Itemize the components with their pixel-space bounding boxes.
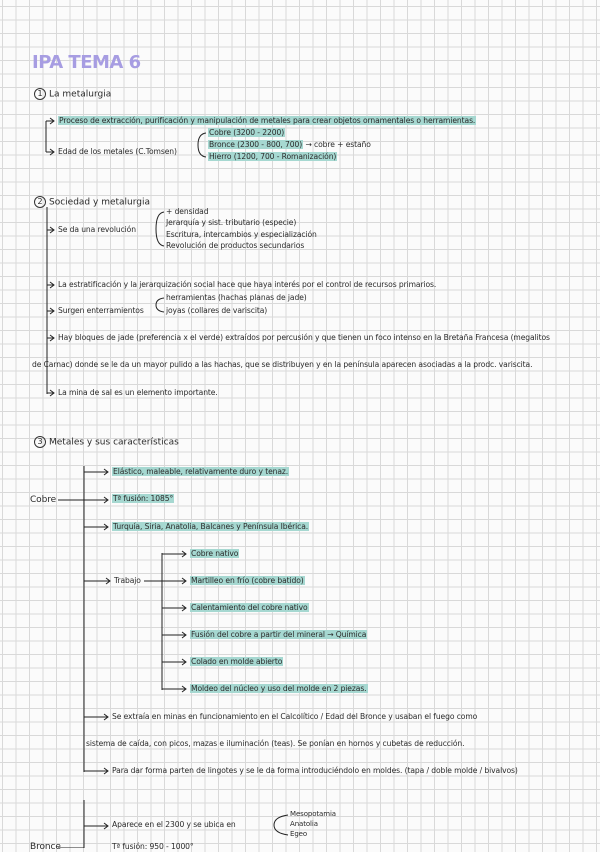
s3-aparece-item: Mesopotamia bbox=[290, 810, 336, 818]
s2-jade-line1: Hay bloques de jade (preferencia x el verde) extraídos por percusión y que tienen un foco intenso en la Bretaña Francesa (megalitos bbox=[58, 333, 550, 342]
s3-trabajo: Trabajo bbox=[114, 576, 141, 585]
s2-jade-line2: de Carnac) donde se le da un mayor pulido a las hachas, que se distribuyen y en la península aparecen asociadas a la prodc. variscita. bbox=[32, 360, 533, 369]
s3-extrae-line2: sistema de caída, con picos, mazas e iluminación (teas). Se ponían en hornos y cubetas de reducción. bbox=[86, 739, 465, 748]
section-2-heading bbox=[34, 196, 150, 208]
s3-bronce-fusion: Tª fusión: 950 - 1000° bbox=[112, 842, 194, 851]
s1-edad: Edad de los metales (C.Tomsen) bbox=[58, 147, 177, 156]
section-number: 1 bbox=[34, 88, 46, 100]
s3-forma: Para dar forma parten de lingotes y se le da forma introduciéndolo en moldes. (tapa / doble molde / bivalvos) bbox=[112, 766, 518, 775]
section-title: Sociedad y metalurgia bbox=[49, 197, 151, 208]
s3-trabajo-item: Calentamiento del cobre nativo bbox=[191, 603, 308, 612]
s3-prop: Elástico, maleable, relativamente duro y tenaz. bbox=[113, 467, 289, 476]
section-title: Metales y sus características bbox=[49, 437, 179, 448]
s3-trabajo-item: Cobre nativo bbox=[191, 549, 239, 558]
s2-item: Escritura, intercambios y especialización bbox=[166, 230, 317, 239]
s3-trabajo-item: Moldeo del núcleo y uso del molde en 2 piezas. bbox=[191, 684, 367, 693]
section-1-heading bbox=[34, 88, 111, 100]
s2-surgen-item: joyas (collares de variscita) bbox=[166, 306, 268, 315]
s3-aparece-item: Egeo bbox=[290, 830, 308, 838]
section-number: 3 bbox=[34, 436, 46, 448]
s3-bronce-label: Bronce bbox=[30, 842, 61, 852]
s2-surgen: Surgen enterramientos bbox=[58, 306, 144, 315]
s3-cobre-label: Cobre bbox=[30, 495, 57, 505]
s3-prop: Tª fusión: 1085° bbox=[113, 494, 174, 503]
page-title: IPA TEMA 6 bbox=[32, 52, 141, 73]
s1-hierro: Hierro (1200, 700 - Romanización) bbox=[209, 152, 337, 161]
s2-sal: La mina de sal es un elemento importante. bbox=[58, 388, 218, 397]
s3-aparece-item: Anatolia bbox=[290, 820, 318, 828]
section-number: 2 bbox=[34, 196, 46, 208]
s3-aparece: Aparece en el 2300 y se ubica en bbox=[112, 820, 236, 829]
s2-revolucion: Se da una revolución bbox=[58, 225, 136, 234]
s3-prop: Turquía, Siria, Anatolia, Balcanes y Península Ibérica. bbox=[113, 522, 309, 531]
s3-trabajo-item: Colado en molde abierto bbox=[191, 657, 283, 666]
s2-surgen-item: herramientas (hachas planas de jade) bbox=[166, 293, 307, 302]
s2-item: + densidad bbox=[166, 207, 209, 216]
s2-item: Jerarquía y sist. tributario (especie) bbox=[166, 218, 297, 227]
s3-trabajo-item: Fusión del cobre a partir del mineral → Química bbox=[191, 630, 367, 639]
s1-cobre: Cobre (3200 - 2200) bbox=[209, 128, 285, 137]
section-title: La metalurgia bbox=[49, 89, 112, 100]
s1-proceso: Proceso de extracción, purificación y manipulación de metales para crear objetos ornamentales o herramientas. bbox=[59, 116, 476, 125]
s2-item: Revolución de productos secundarios bbox=[166, 241, 305, 250]
s3-trabajo-item: Martilleo en frío (cobre batido) bbox=[191, 576, 304, 585]
s2-estratificacion: La estratificación y la jerarquización social hace que haya interés por el control de recursos primarios. bbox=[58, 280, 437, 289]
section-3-heading bbox=[34, 436, 179, 448]
s1-bronce: Bronce (2300 - 800, 700) → cobre + estaño bbox=[209, 140, 371, 149]
s3-extrae-line1: Se extraía en minas en funcionamiento en el Calcolítico / Edad del Bronce y usaban el fuego como bbox=[112, 712, 478, 721]
